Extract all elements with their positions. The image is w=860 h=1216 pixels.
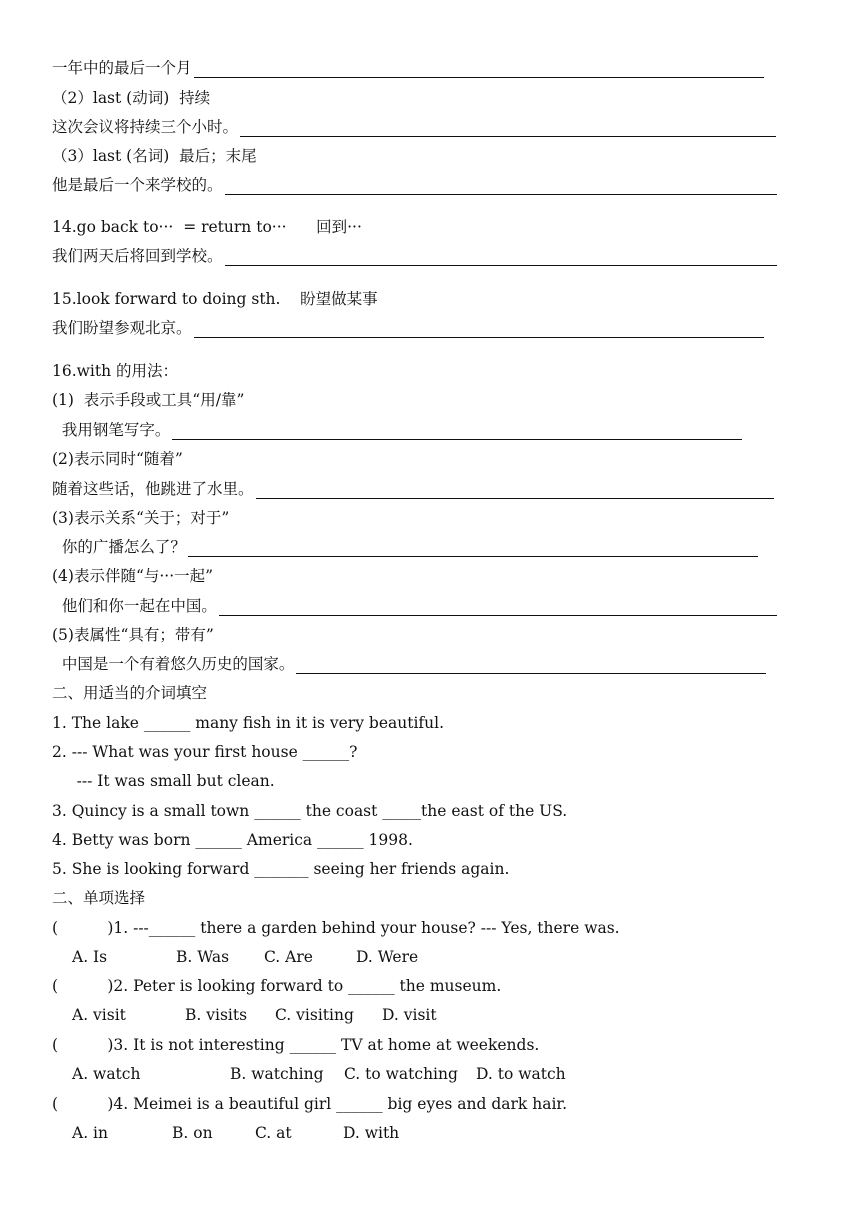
line-text: （2）last (动词) 持续 (52, 89, 211, 107)
line-text: 二、用适当的介词填空 (52, 684, 208, 702)
text-line (52, 625, 214, 645)
line-text: 你的广播怎么了？ (52, 538, 186, 556)
line-text: 15.look forward to doing sth. 盼望做某事 (52, 290, 378, 308)
text-line (52, 508, 229, 528)
line-text: 2. --- What was your first house ______? (52, 743, 358, 761)
question-line (52, 976, 501, 996)
line-text: ( )2. Peter is looking forward to ______ the museum. (52, 977, 502, 995)
line-text: --- It was small but clean. (52, 772, 275, 790)
answer-blank[interactable] (172, 423, 742, 440)
option-b[interactable]: B. Was (176, 948, 230, 966)
text-line (52, 289, 378, 309)
text-line (52, 479, 774, 499)
text-line (52, 146, 257, 166)
answer-blank[interactable] (225, 178, 777, 195)
option-d[interactable]: D. with (343, 1124, 400, 1142)
options-row (52, 1123, 400, 1143)
line-text: 他是最后一个来学校的。 (52, 176, 223, 194)
answer-blank[interactable] (225, 249, 777, 266)
line-text: 4. Betty was born ______ America ______ 1998. (52, 831, 413, 849)
line-text: （3）last (名词) 最后；末尾 (52, 147, 257, 165)
line-text: 我们两天后将回到学校。 (52, 247, 223, 265)
text-line (52, 449, 183, 469)
text-line (52, 537, 758, 557)
answer-blank[interactable] (219, 599, 777, 616)
line-text: 16.with 的用法： (52, 362, 179, 380)
line-text: 这次会议将持续三个小时。 (52, 118, 239, 136)
option-b[interactable]: B. visits (185, 1006, 248, 1024)
text-line (52, 117, 776, 137)
option-c[interactable]: C. visiting (275, 1006, 354, 1024)
option-c[interactable]: C. at (255, 1124, 292, 1142)
text-line (52, 596, 777, 616)
option-d[interactable]: D. to watch (476, 1065, 566, 1083)
option-b[interactable]: B. on (172, 1124, 213, 1142)
answer-blank[interactable] (240, 120, 776, 137)
answer-blank[interactable] (256, 482, 774, 499)
text-line (52, 390, 244, 410)
options-row (52, 1005, 437, 1025)
line-text: (2)表示同时“随着” (52, 450, 183, 468)
line-text: ( )4. Meimei is a beautiful girl ______ big eyes and dark hair. (52, 1095, 568, 1113)
line-text: (3)表示关系“关于；对于” (52, 509, 230, 527)
line-text: 我用钢笔写字。 (52, 421, 171, 439)
option-d[interactable]: D. visit (382, 1006, 437, 1024)
question-line (52, 918, 620, 938)
text-line (52, 175, 777, 195)
answer-blank[interactable] (194, 321, 764, 338)
line-text: 我们盼望参观北京。 (52, 319, 192, 337)
question-line (52, 771, 275, 791)
text-line (52, 361, 178, 381)
section-heading (52, 888, 145, 908)
options-row (52, 947, 419, 967)
text-line (52, 566, 213, 586)
section-heading (52, 683, 207, 703)
option-a[interactable]: A. visit (72, 1006, 126, 1024)
option-a[interactable]: A. Is (72, 948, 108, 966)
line-text: ( )3. It is not interesting ______ TV at home at weekends. (52, 1036, 540, 1054)
answer-blank[interactable] (188, 540, 758, 557)
line-text: 二、单项选择 (52, 889, 146, 907)
line-text: 5. She is looking forward _______ seeing her friends again. (52, 860, 510, 878)
question-line (52, 1035, 539, 1055)
line-text: 3. Quincy is a small town ______ the coast _____the east of the US. (52, 802, 568, 820)
line-text: 14.go back to··· = return to··· 回到··· (52, 218, 362, 236)
question-line (52, 713, 444, 733)
question-line (52, 801, 567, 821)
text-line (52, 88, 210, 108)
line-text: (5)表属性“具有；带有” (52, 626, 214, 644)
line-text: 他们和你一起在中国。 (52, 597, 217, 615)
option-d[interactable]: D. Were (356, 948, 419, 966)
line-text: 一年中的最后一个月 (52, 59, 192, 77)
text-line (52, 654, 766, 674)
text-line (52, 217, 362, 237)
question-line (52, 1094, 567, 1114)
line-text: 随着这些话，他跳进了水里。 (52, 480, 254, 498)
question-line (52, 859, 509, 879)
line-text: (4)表示伴随“与···一起” (52, 567, 214, 585)
answer-blank[interactable] (296, 657, 766, 674)
text-line (52, 58, 764, 78)
option-a[interactable]: A. watch (72, 1065, 141, 1083)
line-text: 中国是一个有着悠久历史的国家。 (52, 655, 295, 673)
option-c[interactable]: C. Are (264, 948, 313, 966)
text-line (52, 246, 777, 266)
answer-blank[interactable] (194, 61, 764, 78)
question-line (52, 742, 357, 762)
text-line (52, 318, 764, 338)
line-text: 1. The lake ______ many fish in it is very beautiful. (52, 714, 445, 732)
option-b[interactable]: B. watching (230, 1065, 324, 1083)
option-c[interactable]: C. to watching (344, 1065, 458, 1083)
question-line (52, 830, 413, 850)
line-text: ( )1. ---______ there a garden behind your house? --- Yes, there was. (52, 919, 620, 937)
options-row (52, 1064, 566, 1084)
line-text: (1) 表示手段或工具“用/靠” (52, 391, 245, 409)
option-a[interactable]: A. in (72, 1124, 108, 1142)
text-line (52, 420, 742, 440)
